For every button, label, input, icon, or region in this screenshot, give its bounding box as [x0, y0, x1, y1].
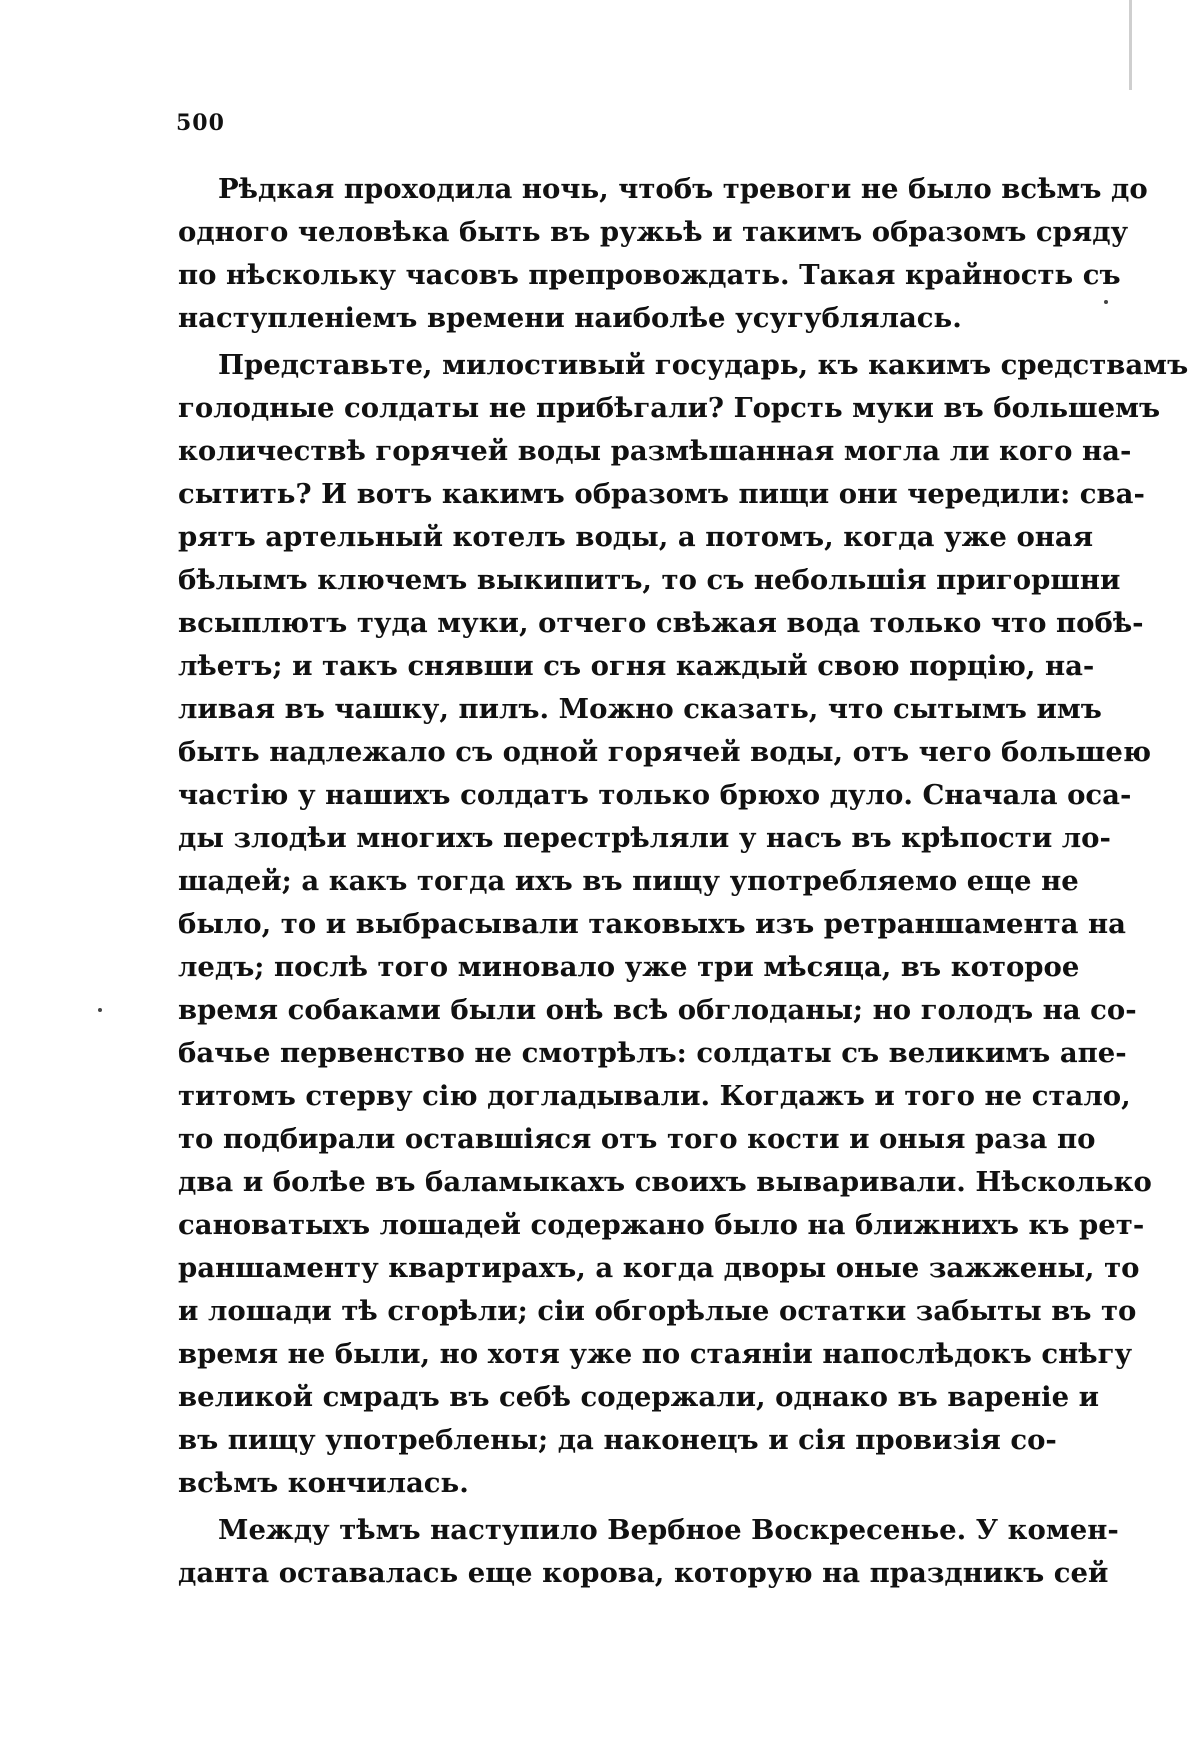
text-line: быть надлежало съ одной горячей воды, отъ чего большею [178, 736, 1152, 768]
text-line: было, то и выбрасывали таковыхъ изъ ретраншамента на [178, 908, 1126, 940]
text-line: и лошади тѣ сгорѣли; сіи обгорѣлые остатки забыты въ то [178, 1295, 1137, 1327]
text-line: рятъ артельный котелъ воды, а потомъ, когда уже оная [178, 521, 1094, 553]
text-line: одного человѣка быть въ ружьѣ и такимъ образомъ сряду [178, 216, 1129, 248]
text-line: раншаменту квартирахъ, а когда дворы оные зажжены, то [178, 1252, 1140, 1284]
page-number: 500 [176, 110, 225, 136]
text-line: время собаками были онѣ всѣ обглоданы; но голодъ на со- [178, 994, 1137, 1026]
scan-speck [98, 1008, 102, 1012]
text-line: сановатыхъ лошадей содержано было на ближнихъ къ рет- [178, 1209, 1145, 1241]
text-line: въ пищу употреблены; да наконецъ и сія провизія со- [178, 1424, 1057, 1456]
text-line: голодные солдаты не прибѣгали? Горсть муки въ большемъ [178, 392, 1161, 424]
paragraph [178, 168, 1148, 340]
text-line: бачье первенство не смотрѣлъ: солдаты съ великимъ апе- [178, 1037, 1127, 1069]
text-line: ды злодѣи многихъ перестрѣляли у насъ въ крѣпости ло- [178, 822, 1111, 854]
text-line: сытить? И вотъ какимъ образомъ пищи они чередили: сва- [178, 478, 1145, 510]
paragraph [178, 1509, 1119, 1595]
text-line: титомъ стерву сію догладывали. Когдажъ и того не стало, [178, 1080, 1131, 1112]
body-text [178, 168, 1188, 1595]
text-line: великой смрадъ въ себѣ содержали, однако въ вареніе и [178, 1381, 1100, 1413]
text-line: ливая въ чашку, пилъ. Можно сказать, что сытымъ имъ [178, 693, 1102, 725]
text-line: бѣлымъ ключемъ выкипитъ, то съ небольшія пригоршни [178, 564, 1121, 596]
text-line: наступленіемъ времени наиболѣе усугублялась. [178, 302, 962, 334]
text-line: Между тѣмъ наступило Вербное Воскресенье. У комен- [218, 1514, 1119, 1546]
scan-speck [1104, 300, 1108, 304]
text-line: Представьте, милостивый государь, къ какимъ средствамъ [218, 349, 1188, 381]
text-line: по нѣскольку часовъ препровождать. Такая крайность съ [178, 259, 1121, 291]
text-line: частію у нашихъ солдатъ только брюхо дуло. Сначала оса- [178, 779, 1132, 811]
text-line: Рѣдкая проходила ночь, чтобъ тревоги не было всѣмъ до [218, 173, 1148, 205]
text-line: то подбирали оставшіяся отъ того кости и оныя раза по [178, 1123, 1096, 1155]
text-line: лѣетъ; и такъ снявши съ огня каждый свою порцію, на- [178, 650, 1095, 682]
text-line: ледъ; послѣ того миновало уже три мѣсяца, въ которое [178, 951, 1080, 983]
paragraph [178, 344, 1188, 1505]
text-line: всѣмъ кончилась. [178, 1467, 469, 1499]
text-line: всыплютъ туда муки, отчего свѣжая вода только что побѣ- [178, 607, 1144, 639]
text-line: данта оставалась еще корова, которую на праздникъ сей [178, 1557, 1109, 1589]
scan-edge-mark [1129, 0, 1132, 90]
text-line: два и болѣе въ баламыкахъ своихъ вываривали. Нѣсколько [178, 1166, 1152, 1198]
text-line: шадей; а какъ тогда ихъ въ пищу употребляемо еще не [178, 865, 1079, 897]
text-line: количествѣ горячей воды размѣшанная могла ли кого на- [178, 435, 1132, 467]
text-line: время не были, но хотя уже по стаяніи напослѣдокъ снѣгу [178, 1338, 1133, 1370]
